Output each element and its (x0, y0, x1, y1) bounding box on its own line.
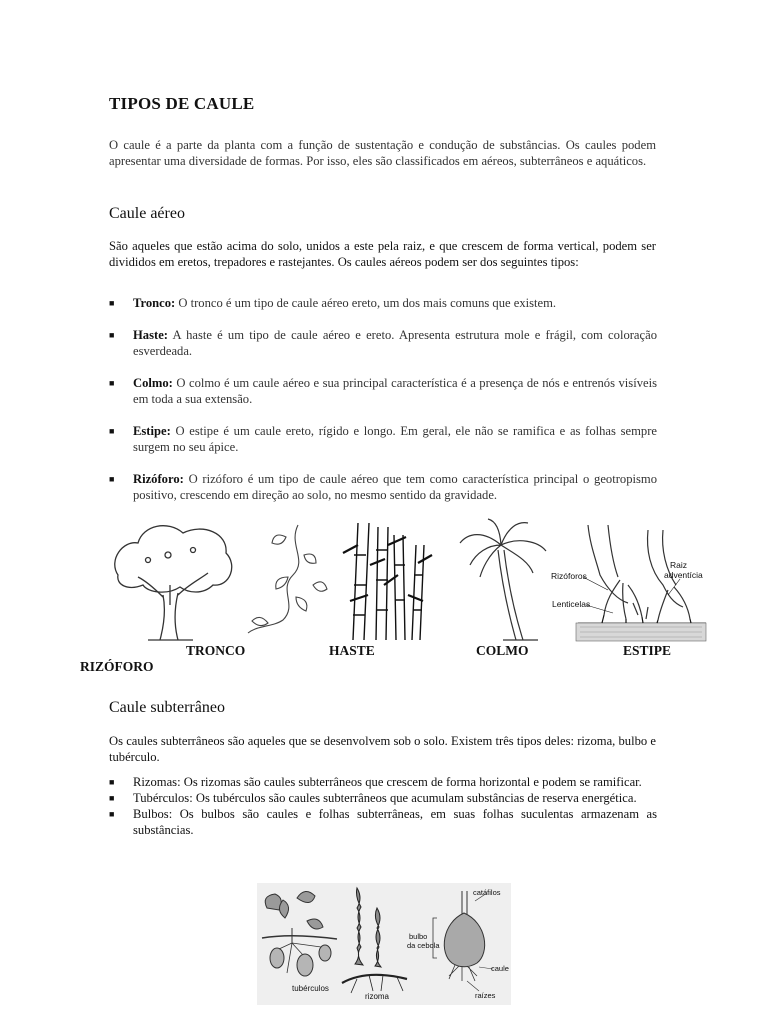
aereo-paragraph: São aqueles que estão acima do solo, unidos a este pela raiz, e que crescem de forma vertical, podem ser divididos em eretos, trepadores e rastejantes. Os caules aéreos podem ser dos seguintes tipos: (109, 239, 656, 269)
item-text: Tubérculos: Os tubérculos são caules subterrâneos que acumulam substâncias de reserva energética. (133, 791, 637, 805)
caption-tronco: TRONCO (186, 643, 246, 658)
bullet-icon: ■ (109, 793, 115, 803)
bullet-icon: ■ (109, 330, 115, 340)
aereo-list (109, 295, 657, 503)
tronco-tree-illustration (115, 526, 232, 640)
list-item (109, 806, 657, 838)
item-text: Bulbos: Os bulbos são caules e folhas subterrâneas, em suas folhas suculentas armazenam as substâncias. (133, 807, 657, 837)
label-raizes: raízes (475, 991, 496, 1000)
label-adventicia: adventícia (664, 570, 703, 580)
list-item (109, 375, 657, 407)
list-item (109, 327, 657, 359)
label-bulbo: bulbo (409, 932, 428, 941)
rizoforo-mangrove-illustration (576, 525, 706, 641)
label-catafilos: catáfilos (473, 888, 501, 897)
page-title: TIPOS DE CAULE (109, 94, 255, 113)
bullet-icon: ■ (109, 378, 115, 388)
subterraneo-paragraph: Os caules subterrâneos são aqueles que se desenvolvem sob o solo. Existem três tipos deles: rizoma, bulbo e tubérculo. (109, 734, 656, 764)
item-text: A haste é um tipo de caule aéreo e ereto. Apresenta estrutura mole e frágil, com coloração esverdeada. (133, 328, 657, 358)
item-text: O estipe é um caule ereto, rígido e longo. Em geral, ele não se ramifica e as folhas sempre surgem no seu ápice. (133, 424, 657, 454)
estipe-palm-illustration (460, 519, 546, 640)
caption-rizoforo: RIZÓFORO (80, 659, 154, 674)
label-tuberculos: tubérculos (292, 984, 329, 993)
item-text: Rizomas: Os rizomas são caules subterrâneos que crescem de forma horizontal e podem se ramificar. (133, 775, 642, 789)
caption-haste: HASTE (329, 643, 375, 658)
list-item (109, 295, 657, 311)
subterraneo-list (109, 774, 657, 838)
bullet-icon: ■ (109, 426, 115, 436)
item-text: O rizóforo é um tipo de caule aéreo que tem como característica principal o geotropismo positivo, crescendo em direção ao solo, no mesmo sentido da gravidade. (133, 472, 657, 502)
label-da-cebola: da cebola (407, 941, 440, 950)
intro-paragraph: O caule é a parte da planta com a função de sustentação e condução de substâncias. Os caules podem apresentar uma diversidade de formas. Por isso, eles são classificados em aéreos, subterrâneos e aquáticos. (109, 138, 656, 168)
item-text: O colmo é um caule aéreo e sua principal característica é a presença de nós e entrenós visíveis em toda a sua extensão. (133, 376, 657, 406)
label-caule: caule (491, 964, 509, 973)
list-item (109, 423, 657, 455)
label-raiz: Raiz (670, 560, 688, 570)
term-haste: Haste: (133, 328, 168, 342)
section-heading-aereo: Caule aéreo (109, 205, 185, 222)
label-lenticelas: Lenticelas (552, 599, 591, 609)
underground-stems-figure (257, 883, 511, 1005)
label-rizoma: rizoma (365, 992, 390, 1001)
colmo-bamboo-illustration (343, 523, 432, 640)
term-tronco: Tronco: (133, 296, 176, 310)
item-text: O tronco é um tipo de caule aéreo ereto, um dos mais comuns que existem. (175, 296, 557, 310)
bullet-icon: ■ (109, 777, 115, 787)
term-estipe: Estipe: (133, 424, 171, 438)
caption-estipe: ESTIPE (623, 643, 672, 658)
bullet-icon: ■ (109, 474, 115, 484)
term-colmo: Colmo: (133, 376, 173, 390)
caption-colmo: COLMO (476, 643, 529, 658)
list-item (109, 790, 657, 806)
bullet-icon: ■ (109, 298, 115, 308)
aerial-stems-figure (108, 515, 708, 643)
haste-vine-illustration (248, 525, 327, 633)
bullet-icon: ■ (109, 809, 115, 819)
label-rizoforos: Rizóforos (551, 571, 587, 581)
list-item (109, 774, 657, 790)
section-heading-subterraneo: Caule subterrâneo (109, 699, 225, 716)
list-item (109, 471, 657, 503)
term-rizoforo: Rizóforo: (133, 472, 184, 486)
